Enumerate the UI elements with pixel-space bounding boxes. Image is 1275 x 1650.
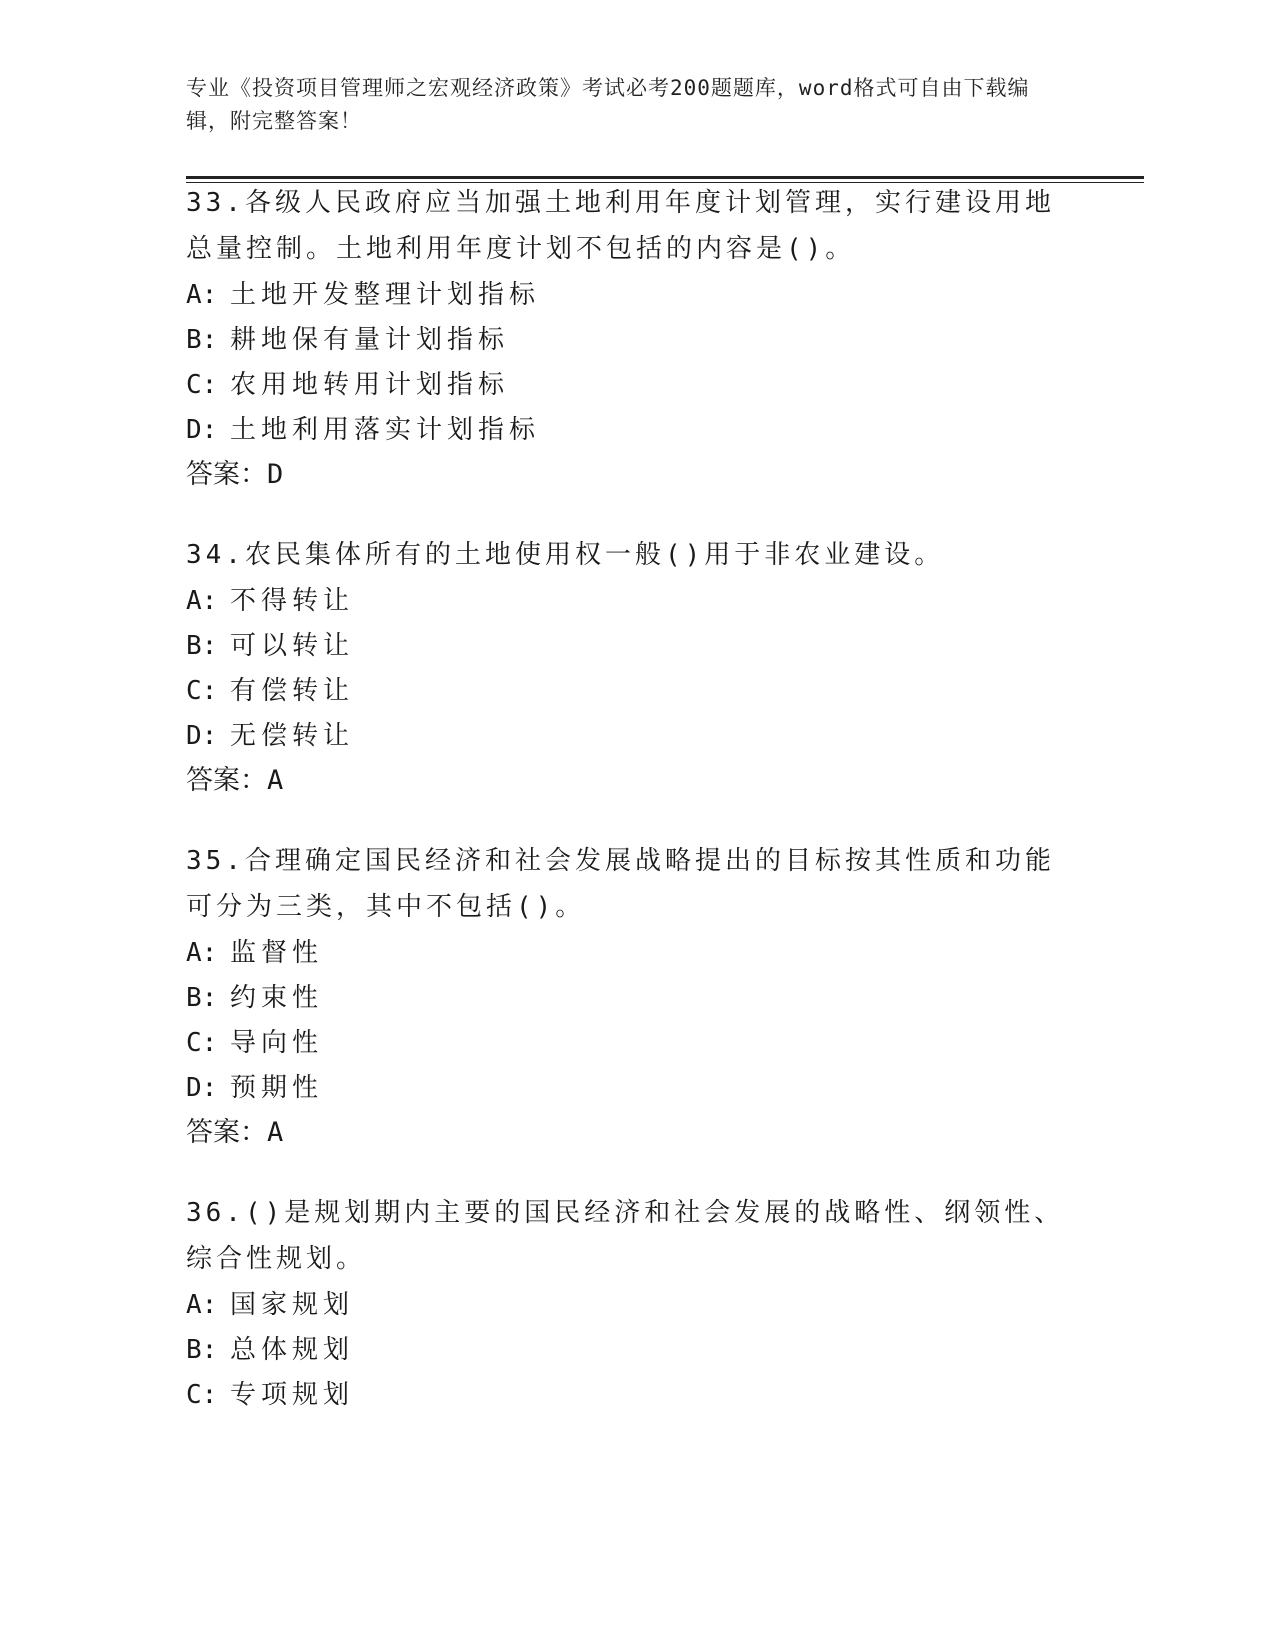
option-d — [186, 713, 1086, 758]
option-text: 耕地保有量计划指标 — [230, 325, 510, 355]
question-35 — [186, 838, 1086, 1156]
option-key: C: — [186, 370, 218, 400]
document-intro: 专业《投资项目管理师之宏观经济政策》考试必考200题题库，word格式可自由下载编辑，附完整答案！ — [186, 76, 1030, 133]
option-b — [186, 1327, 1086, 1372]
option-c — [186, 362, 1086, 407]
answer-line — [186, 1110, 1086, 1156]
option-c — [186, 1372, 1086, 1417]
header-divider-thick — [186, 176, 1144, 179]
option-key: D: — [186, 721, 218, 751]
option-key: D: — [186, 1073, 218, 1103]
answer-label: 答案： — [186, 459, 267, 490]
option-c — [186, 1020, 1086, 1065]
option-key: B: — [186, 983, 218, 1013]
option-text: 可以转让 — [230, 631, 355, 661]
option-key: B: — [186, 325, 218, 355]
option-a — [186, 272, 1086, 317]
option-text: 专项规划 — [230, 1380, 355, 1410]
option-b — [186, 317, 1086, 362]
option-text: 有偿转让 — [230, 676, 355, 706]
option-text: 总体规划 — [230, 1335, 355, 1365]
option-key: C: — [186, 1380, 218, 1410]
option-b — [186, 975, 1086, 1020]
option-key: C: — [186, 1028, 218, 1058]
question-stem: 35.合理确定国民经济和社会发展战略提出的目标按其性质和功能可分为三类，其中不包括()。 — [186, 846, 1055, 922]
option-d — [186, 407, 1086, 452]
option-text: 国家规划 — [230, 1290, 355, 1320]
option-c — [186, 668, 1086, 713]
option-text: 无偿转让 — [230, 721, 355, 751]
option-a — [186, 578, 1086, 623]
option-a — [186, 1282, 1086, 1327]
option-text: 土地利用落实计划指标 — [230, 415, 541, 445]
option-text: 农用地转用计划指标 — [230, 370, 510, 400]
question-stem: 33.各级人民政府应当加强土地利用年度计划管理，实行建设用地总量控制。土地利用年度计划不包括的内容是()。 — [186, 188, 1055, 264]
option-text: 土地开发整理计划指标 — [230, 280, 541, 310]
answer-label: 答案： — [186, 1117, 267, 1148]
option-b — [186, 623, 1086, 668]
answer-value: D — [267, 459, 284, 490]
answer-value: A — [267, 765, 284, 796]
option-text: 预期性 — [230, 1073, 324, 1103]
question-stem: 36.()是规划期内主要的国民经济和社会发展的战略性、纲领性、综合性规划。 — [186, 1198, 1065, 1274]
option-key: D: — [186, 415, 218, 445]
option-text: 约束性 — [230, 983, 324, 1013]
option-key: A: — [186, 586, 218, 616]
option-a — [186, 930, 1086, 975]
option-key: A: — [186, 280, 218, 310]
option-text: 不得转让 — [230, 586, 355, 616]
answer-value: A — [267, 1117, 284, 1148]
answer-line — [186, 452, 1086, 498]
question-36 — [186, 1190, 1086, 1417]
answer-line — [186, 758, 1086, 804]
option-text: 监督性 — [230, 938, 324, 968]
option-key: B: — [186, 631, 218, 661]
option-key: A: — [186, 938, 218, 968]
option-text: 导向性 — [230, 1028, 324, 1058]
question-34 — [186, 532, 1086, 804]
question-33 — [186, 180, 1086, 498]
option-key: B: — [186, 1335, 218, 1365]
option-key: C: — [186, 676, 218, 706]
option-key: A: — [186, 1290, 218, 1320]
answer-label: 答案： — [186, 765, 267, 796]
question-stem: 34.农民集体所有的土地使用权一般()用于非农业建设。 — [186, 540, 945, 570]
option-d — [186, 1065, 1086, 1110]
